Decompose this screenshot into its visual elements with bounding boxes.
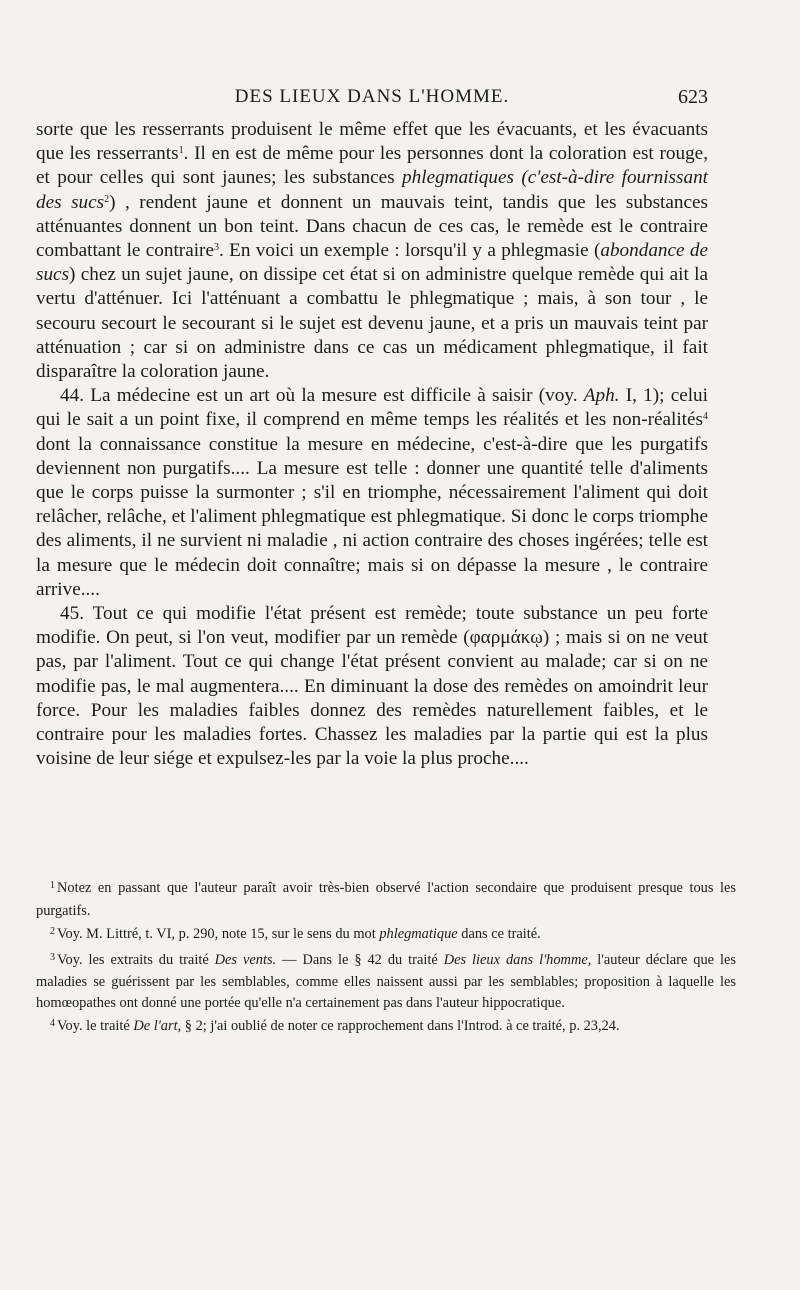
paragraph-45: 45. Tout ce qui modifie l'état présent est remède; toute substance un peu forte modifie. On peut, si l'on veut, modifier par un remède (φαρμάκῳ) ; mais si on ne veut pas, par l'aliment. Tout ce qui change l'état présent convient au malade; car si on ne modifie pas, le mal augmentera.... En diminuant la dose des remèdes on amoindrit leur force. Pour les maladies faibles donnez des remèdes naturellement faibles, et le contraire pour les maladies fortes. Chassez les maladies par la partie qui est la plus voisine de leur siége et expulsez-les par la voie la plus proche....: [36, 603, 708, 770]
footnote-2: $^2$ Voy. M. Littré, t. VI, p. 290, note 15, sur le sens du mot phlegmatique dans ce traité.: [50, 926, 541, 942]
paragraph-44: 44. La médecine est un art où la mesure est difficile à saisir (voy. Aph. I, 1); celui qui le sait a un point fixe, il comprend en même temps les réalités et les non-réalités$^4$ dont la connaissance constitue la mesure en médecine, c'est-à-dire que les purgatifs deviennent non purgatifs.... La mesure est telle : donner une quantité telle d'aliments que le corps puisse la surmonter ; s'il en triomphe, nécessairement l'aliment qui doit relâcher, relâche, et l'aliment phlegmatique est phlegmatique. Si donc le corps triomphe des aliments, il ne survient ni maladie , ni action contraire des choses ingérées; telle est la mesure que le médecin doit connaître; mais si on dépasse la mesure , le contraire arrive....: [36, 385, 708, 600]
footnote-ref-3: 3: [213, 242, 219, 254]
running-title: DES LIEUX DANS L'HOMME.: [234, 86, 510, 107]
footnote-ref-2: 2: [104, 193, 110, 205]
footnote-4: $^4$ Voy. le traité De l'art, § 2; j'ai oublié de noter ce rapprochement dans l'Introd. à ce traité, p. 23,24.: [50, 1018, 620, 1034]
footnote-ref-1: 1: [178, 145, 184, 157]
footnote-1: $^1$ Notez en passant que l'auteur paraît avoir très-bien observé l'action secondaire que produisent presque tous les purgatifs.: [36, 880, 736, 919]
footnote-ref-4: 4: [703, 411, 708, 423]
page-number: 623: [678, 86, 708, 108]
footnote-3: $^3$ Voy. les extraits du traité Des vents. — Dans le § 42 du traité Des lieux dans l'homme, l'auteur déclare que les maladies se guérissent par les semblables, comme elles naissent aussi par les semblables; proposition à laquelle les homœopathes ont donné une portée qu'elle n'a certainement pas dans l'auteur hippocratique.: [36, 951, 736, 1011]
body-text: [36, 118, 708, 771]
footnotes: [36, 878, 736, 1042]
page-header: [36, 84, 708, 114]
paragraph-43-continued: sorte que les resserrants produisent le même effet que les évacuants, et les évacuants que les resserrants$^1$. Il en est de même pour les personnes dont la coloration est rouge, et pour celles qui sont jaunes; les substances phlegmatiques (c'est-à-dire fournissant des sucs$^2$) , rendent jaune et donnent un mauvais teint, tandis que les substances atténuantes donnent un bon teint. Dans chacun de ces cas, le remède est le contraire combattant le contraire$^3$. En voici un exemple : lorsqu'il y a phlegmasie (abondance de sucs) chez un sujet jaune, on dissipe cet état si on administre quelque remède qui ait la vertu d'atténuer. Ici l'atténuant a combattu le phlegmatique ; mais, à son tour , le secouru secourt le secourant si le sujet est devenu jaune, et a pris un mauvais teint par atténuation ; car si on administre dans ce cas un médicament phlegmatique, il fait disparaître la coloration jaune.: [36, 119, 708, 383]
